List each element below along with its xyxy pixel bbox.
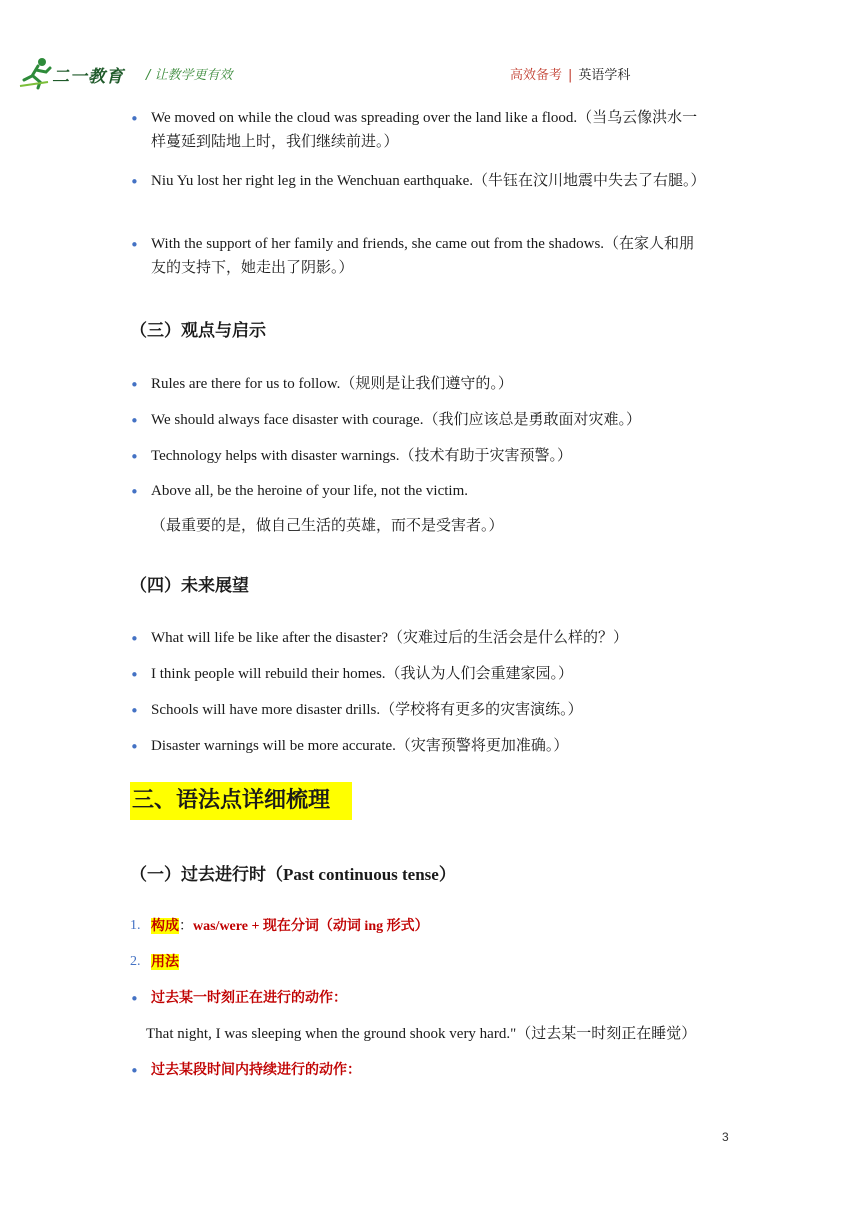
bullet-icon: • <box>130 448 139 466</box>
bullet-icon: • <box>130 376 139 394</box>
bullet-icon: • <box>130 110 139 128</box>
list-item-text-cont: 样蔓延到陆地上时，我们继续前进。） <box>151 134 399 150</box>
subsection-heading-zh: （一）过去进行时（ <box>130 865 283 885</box>
chapter-heading: 三、语法点详细梳理 <box>130 782 352 820</box>
point-label: 构成 <box>151 918 179 934</box>
list-number: 1. <box>130 918 141 933</box>
header-separator: | <box>568 68 573 83</box>
logo-text: 二一教育 <box>52 67 124 87</box>
section-heading: （三）观点与启示 <box>130 321 266 341</box>
list-item: What will life be like after the disaster?（灾难过后的生活会是什么样的？） <box>151 630 628 646</box>
list-item-text-cont: 友的支持下，她走出了阴影。） <box>151 260 354 276</box>
list-item-text-cont: （最重要的是，做自己生活的英雄，而不是受害者。） <box>151 518 504 534</box>
subsection-heading-en: Past continuous tense <box>283 865 439 884</box>
page-number: 3 <box>722 1130 729 1144</box>
usage-item: 过去某一时刻正在进行的动作： <box>151 990 347 1006</box>
bullet-icon: • <box>130 483 139 501</box>
subsection-heading <box>130 860 456 885</box>
list-item: Above all, be the heroine of your life, not the victim. <box>151 483 468 499</box>
bullet-icon: • <box>130 1062 139 1080</box>
point-text: was/were + 现在分词（动词 ing 形式） <box>193 919 429 934</box>
list-item-text: With the support of her family and friends, she came out from the shadows.（在家人和朋 <box>151 236 695 252</box>
header-right <box>510 64 630 83</box>
bullet-icon: • <box>130 990 139 1008</box>
list-item: Rules are there for us to follow.（规则是让我们遵守的。） <box>151 376 513 392</box>
grammar-point <box>151 950 741 974</box>
list-item: I think people will rebuild their homes.（我认为人们会重建家园。） <box>151 666 574 682</box>
slogan: / 让教学更有效 <box>146 68 233 83</box>
list-number: 2. <box>130 954 141 969</box>
bullet-icon: • <box>130 173 139 191</box>
bullet-icon: • <box>130 630 139 648</box>
grammar-point <box>151 914 741 939</box>
subject-label: 英语学科 <box>578 68 631 83</box>
bullet-icon: • <box>130 738 139 756</box>
list-item-text: We moved on while the cloud was spreading over the land like a flood.（当乌云像洪水一 <box>151 110 698 126</box>
list-item: Schools will have more disaster drills.（学校将有更多的灾害演练。） <box>151 702 583 718</box>
bullet-icon: • <box>130 666 139 684</box>
bullet-icon: • <box>130 236 139 254</box>
section-heading: （四）未来展望 <box>130 576 249 596</box>
bullet-icon: • <box>130 412 139 430</box>
usage-item: 过去某段时间内持续进行的动作： <box>151 1062 361 1078</box>
example-sentence: That night, I was sleeping when the ground shook very hard."（过去某一时刻正在睡觉） <box>146 1026 697 1042</box>
subsection-heading-end: ） <box>438 865 456 885</box>
bullet-icon: • <box>130 702 139 720</box>
point-label: 用法 <box>151 954 179 970</box>
list-item <box>151 106 741 154</box>
list-item: Technology helps with disaster warnings.（技术有助于灾害预警。） <box>151 448 572 464</box>
list-item: Niu Yu lost her right leg in the Wenchuan earthquake.（牛钰在汶川地震中失去了右腿。） <box>151 173 706 189</box>
list-item: Disaster warnings will be more accurate.（灾害预警将更加准确。） <box>151 738 569 754</box>
list-item: We should always face disaster with courage.（我们应该总是勇敢面对灾难。） <box>151 412 641 428</box>
point-colon: ： <box>179 918 193 934</box>
page-header <box>0 0 860 100</box>
exam-label: 高效备考 <box>510 68 563 83</box>
list-item <box>151 232 741 280</box>
